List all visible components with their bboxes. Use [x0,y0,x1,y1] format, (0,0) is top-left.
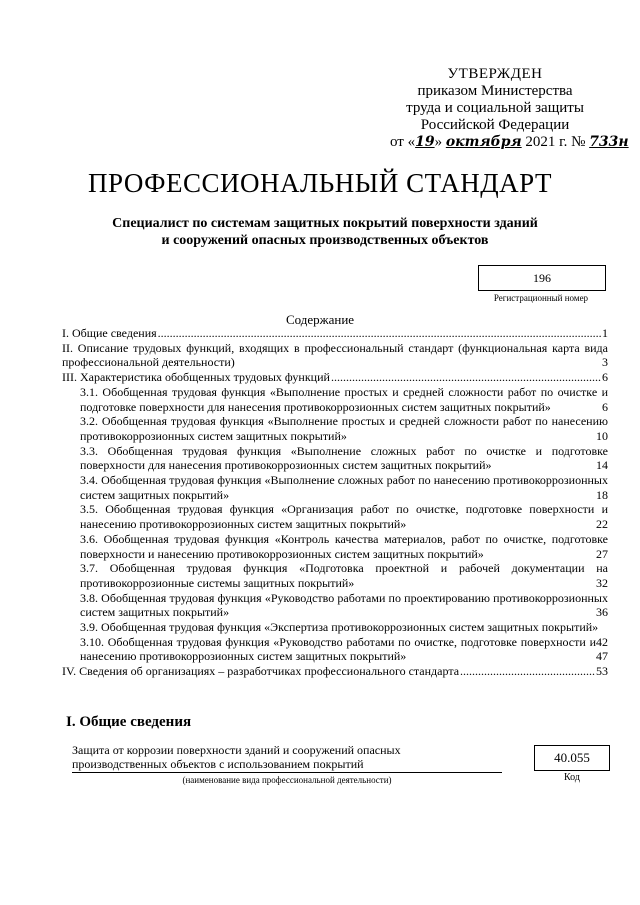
approval-title: УТВЕРЖДЕН [447,66,543,82]
activity-code-box: 40.055 [534,745,610,771]
toc-item-page: 3 [602,355,608,370]
toc-item-title: 3.6. Обобщенная трудовая функция «Контроль качества материалов, работ по очистке, подготовке поверхности и нанесению противокоррозионных систем защитных покрытий» [80,531,608,561]
toc-item-page: 10 [596,428,608,443]
toc-item-title: 3.10. Обобщенная трудовая функция «Руководство работами по очистке, подготовке поверхности и нанесению противокоррозионных систем защитных покрытий» [80,634,596,664]
approval-block [380,66,629,151]
activity-line-1: Защита от коррозии поверхности зданий и сооружений опасных [72,743,401,757]
date-day: 19 [415,134,435,150]
section-heading: I. Общие сведения [66,714,192,730]
toc-item [62,635,608,664]
toc-item [62,326,608,341]
toc-item-page: 1 [602,326,608,340]
toc-item-page: 27 [596,546,608,561]
activity-line-2: производственных объектов с использованием покрытий [72,757,364,771]
toc-item-title: 3.7. Обобщенная трудовая функция «Подготовка проектной и рабочей документации на противокоррозионные системы защитных покрытий» [80,561,608,590]
approval-line-ministry: труда и социальной защиты [406,100,584,116]
toc-item-page: 53 [596,664,608,679]
toc-item [62,532,608,561]
toc-item [62,473,608,502]
toc-item [62,561,608,590]
toc-item [62,664,608,679]
toc-item-page: 32 [596,575,608,590]
toc-item [62,591,608,620]
document-subtitle [60,215,590,249]
subtitle-line-2: и сооружений опасных производственных объектов [161,233,489,248]
toc-item-title: 3.3. Обобщенная трудовая функция «Выполнение сложных работ по очистке и подготовке поверхности для нанесения противокоррозионных систем защитных покрытий» [80,443,608,473]
toc-item-page: 42 [596,634,608,649]
toc-item-page: 6 [602,370,608,385]
toc-item-title: III. Характеристика обобщенных трудовых функций [62,370,330,385]
toc-item-page: 47 [596,649,608,664]
date-mid: » [434,134,446,150]
toc-item-page: 18 [596,487,608,502]
toc-item-title: IV. Сведения об организациях – разработчиках профессионального стандарта [62,664,460,679]
approval-line-order: приказом Министерства [417,83,573,99]
toc-item-title: 3.4. Обобщенная трудовая функция «Выполнение сложных работ по нанесению противокоррозионных систем защитных покрытий» [80,473,608,502]
toc-leader-dots [158,326,601,341]
toc-item-page: 36 [596,605,608,620]
toc-item [62,502,608,531]
date-month: октября [445,134,522,150]
order-number: 733н [589,134,629,150]
toc-item [62,370,608,385]
activity-caption: (наименование вида профессиональной деятельности) [182,775,392,785]
toc-item-page: 14 [596,458,608,473]
toc-item [62,385,608,414]
date-prefix: от « [390,134,416,150]
toc-leader-dots [331,370,601,385]
approval-line-country: Российской Федерации [420,117,570,133]
document-title: ПРОФЕССИОНАЛЬНЫЙ СТАНДАРТ [87,168,553,198]
registration-number-box: 196 [478,265,606,291]
toc-item [62,444,608,473]
toc-item-title: II. Описание трудовых функций, входящих в профессиональный стандарт (функциональная карта вида профессиональной деятельности) [62,340,608,370]
toc-item-title: 3.1. Обобщенная трудовая функция «Выполнение простых и средней сложности работ по очистке и подготовке поверхности для нанесения противокоррозионных систем защитных покрытий» [80,384,608,414]
table-of-contents [62,326,608,679]
toc-item [62,341,608,370]
toc-leader-dots [460,664,595,679]
toc-item-page: 22 [596,517,608,532]
activity-code-caption: Код [564,772,580,783]
approval-date-line [380,134,629,151]
toc-item-page: 6 [602,399,608,414]
subtitle-line-1: Специалист по системам защитных покрытий поверхности зданий [112,216,538,231]
toc-heading: Содержание [285,312,355,327]
registration-number-caption: Регистрационный номер [493,293,589,303]
date-year: 2021 г. № [521,134,586,150]
activity-name [72,743,502,773]
toc-item-title: 3.9. Обобщенная трудовая функция «Экспертиза противокоррозионных систем защитных покрытий» [80,620,599,635]
toc-item-title: 3.5. Обобщенная трудовая функция «Организация работ по очистке, подготовке поверхности и нанесению противокоррозионных систем защитных покрытий» [80,502,608,532]
toc-item-title: 3.8. Обобщенная трудовая функция «Руководство работами по проектированию противокоррозионных систем защитных покрытий» [80,590,608,620]
toc-item-title: I. Общие сведения [62,326,157,340]
toc-item-title: 3.2. Обобщенная трудовая функция «Выполнение простых и средней сложности работ по нанесению противокоррозионных систем защитных покрытий» [80,414,608,443]
toc-item [62,414,608,443]
